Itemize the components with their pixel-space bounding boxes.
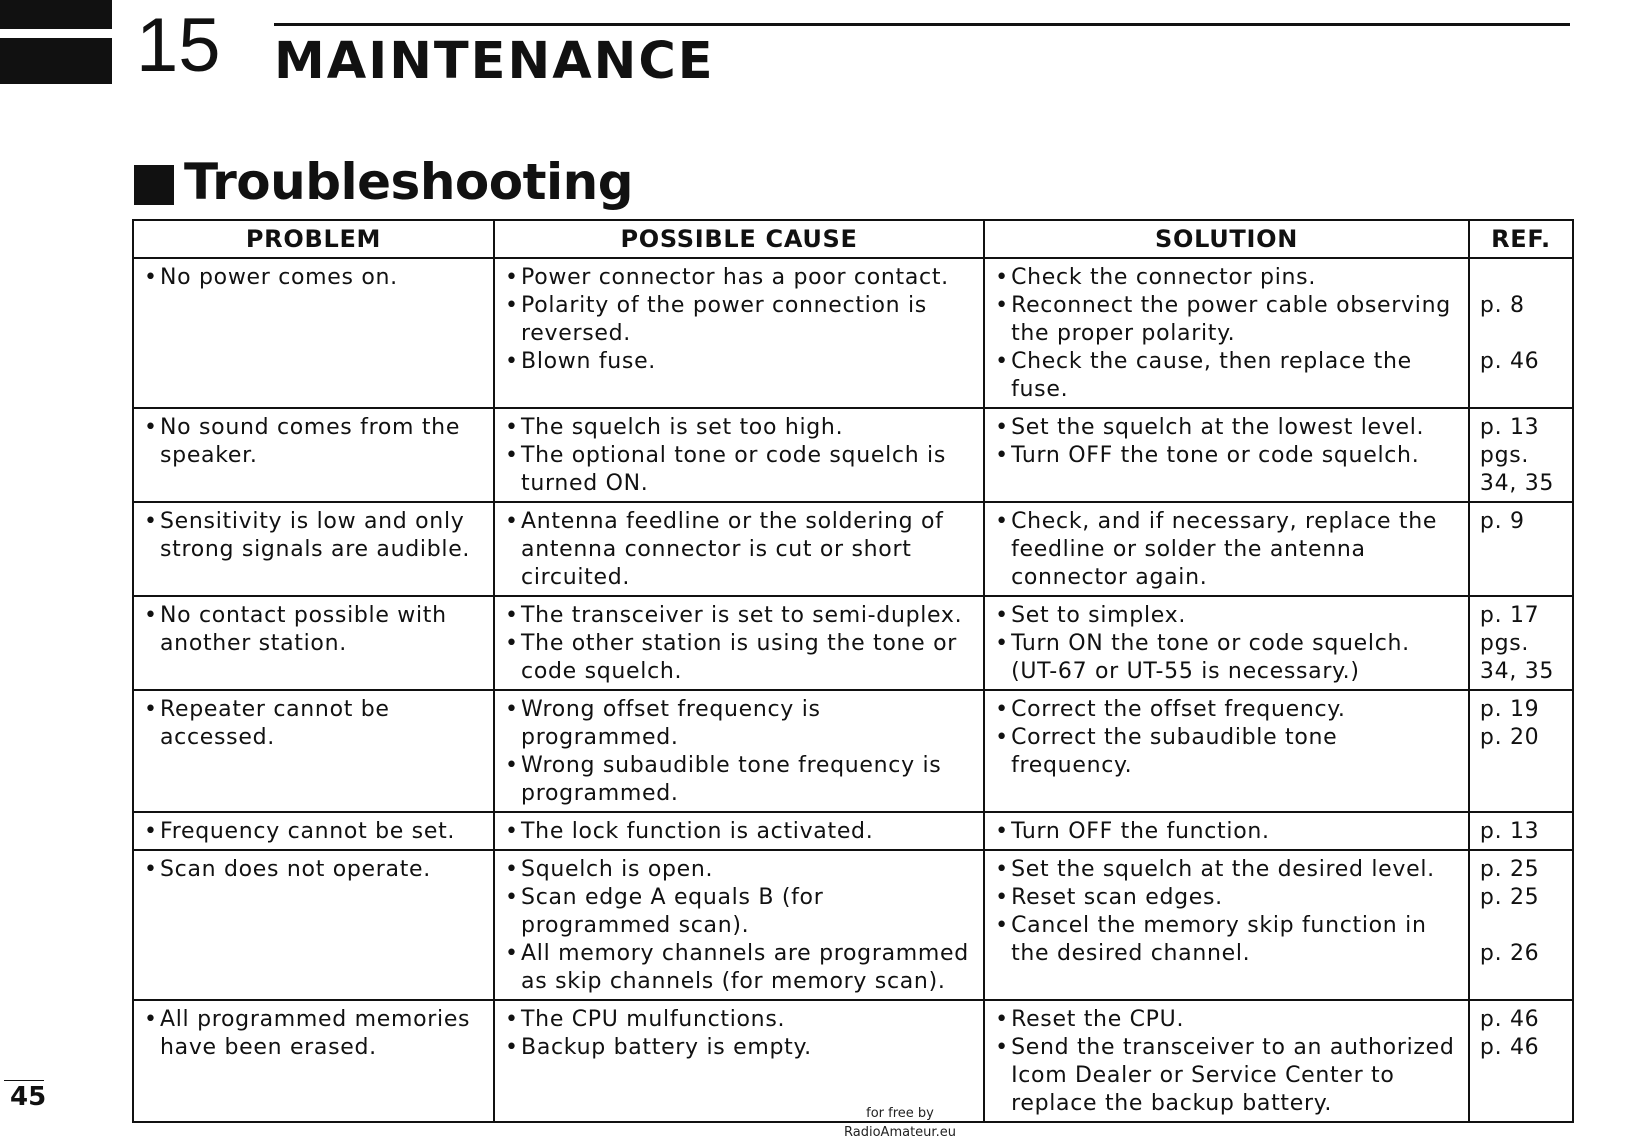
solution-item: • Check the connector pins. [995, 264, 1460, 292]
problem-cell [133, 596, 494, 690]
cause-item: • Antenna feedline or the soldering of antenna connector is cut or short circuited. [505, 508, 975, 592]
cause-item: • The optional tone or code squelch is turned ON. [505, 442, 975, 498]
ref-item: pgs. [1479, 631, 1530, 656]
column-header-solution: SOLUTION [984, 220, 1469, 258]
problem-list [144, 508, 485, 564]
ref-item: 34, 35 [1479, 659, 1555, 684]
ref-item: p. 25 [1479, 885, 1540, 910]
problem-text: • No power comes on. [144, 264, 485, 292]
solution-item: • Reconnect the power cable observing the proper polarity. [995, 292, 1460, 348]
cause-item: • The lock function is activated. [505, 818, 975, 846]
table-row [133, 408, 1573, 502]
solution-cell [984, 812, 1469, 850]
ref-cell [1469, 1000, 1573, 1122]
ref-item [1480, 320, 1564, 348]
solution-list [995, 818, 1460, 846]
ref-list [1480, 414, 1564, 498]
ref-item: p. 13 [1479, 415, 1540, 440]
table-row [133, 690, 1573, 812]
cause-list [505, 1006, 975, 1062]
solution-cell [984, 1000, 1469, 1122]
ref-list [1480, 508, 1564, 536]
column-header-problem: PROBLEM [133, 220, 494, 258]
cause-item: • All memory channels are programmed as skip channels (for memory scan). [505, 940, 975, 996]
footer-credit-line1: for free by [866, 1106, 934, 1121]
ref-list [1480, 1006, 1564, 1062]
cause-item: • The transceiver is set to semi-duplex. [505, 602, 975, 630]
problem-text: • Sensitivity is low and only strong signals are audible. [144, 508, 485, 564]
solution-item: • Set the squelch at the lowest level. [995, 414, 1460, 442]
ref-cell [1469, 258, 1573, 408]
ref-item: pgs. [1479, 443, 1530, 468]
chapter-tab-marker [0, 0, 112, 29]
solution-list [995, 856, 1460, 968]
problem-cell [133, 502, 494, 596]
cause-item: • The squelch is set too high. [505, 414, 975, 442]
ref-list [1480, 264, 1564, 376]
cause-list [505, 414, 975, 498]
solution-list [995, 1006, 1460, 1118]
problem-cell [133, 812, 494, 850]
problem-text: • Repeater cannot be accessed. [144, 696, 485, 752]
cause-item: • Wrong offset frequency is programmed. [505, 696, 975, 752]
section-title: Troubleshooting [184, 153, 634, 211]
cause-item: • The other station is using the tone or code squelch. [505, 630, 975, 686]
solution-list [995, 264, 1460, 404]
problem-list [144, 696, 485, 752]
cause-list [505, 856, 975, 996]
solution-cell [984, 408, 1469, 502]
cause-list [505, 696, 975, 808]
chapter-tab-block [0, 38, 112, 84]
problem-text: • No contact possible with another station. [144, 602, 485, 658]
page-number: 45 [10, 1082, 47, 1112]
solution-cell [984, 258, 1469, 408]
cause-cell [494, 596, 984, 690]
footer-credit [800, 1104, 1000, 1142]
table-header-row [133, 220, 1573, 258]
ref-item: p. 20 [1479, 725, 1540, 750]
table-body [133, 258, 1573, 1122]
problem-cell [133, 850, 494, 1000]
problem-list [144, 602, 485, 658]
ref-cell [1469, 408, 1573, 502]
ref-cell [1469, 502, 1573, 596]
cause-cell [494, 850, 984, 1000]
table-row [133, 258, 1573, 408]
ref-cell [1469, 690, 1573, 812]
table-row [133, 596, 1573, 690]
ref-item [1480, 912, 1564, 940]
problem-cell [133, 408, 494, 502]
cause-list [505, 602, 975, 686]
problem-list [144, 414, 485, 470]
ref-item: p. 46 [1479, 349, 1540, 374]
problem-list [144, 1006, 485, 1062]
solution-list [995, 602, 1460, 686]
troubleshooting-table [132, 219, 1574, 1123]
solution-list [995, 696, 1460, 780]
solution-item: • Correct the subaudible tone frequency. [995, 724, 1460, 780]
cause-list [505, 818, 975, 846]
cause-item: • The CPU mulfunctions. [505, 1006, 975, 1034]
table-row [133, 812, 1573, 850]
ref-item: p. 25 [1479, 857, 1540, 882]
solution-item: • Check the cause, then replace the fuse. [995, 348, 1460, 404]
column-header-ref: REF. [1469, 220, 1573, 258]
problem-cell [133, 1000, 494, 1122]
problem-cell [133, 258, 494, 408]
solution-item: • Set to simplex. [995, 602, 1460, 630]
page-number-rule [4, 1080, 44, 1081]
cause-cell [494, 258, 984, 408]
cause-cell [494, 408, 984, 502]
problem-list [144, 264, 485, 292]
ref-item: p. 13 [1479, 819, 1540, 844]
cause-item: • Polarity of the power connection is reversed. [505, 292, 975, 348]
problem-cell [133, 690, 494, 812]
ref-list [1480, 856, 1564, 968]
solution-cell [984, 850, 1469, 1000]
cause-item: • Backup battery is empty. [505, 1034, 975, 1062]
solution-item: • Turn OFF the tone or code squelch. [995, 442, 1460, 470]
solution-item: • Reset the CPU. [995, 1006, 1460, 1034]
solution-item: • Send the transceiver to an authorized Icom Dealer or Service Center to replace the backup battery. [995, 1034, 1460, 1118]
cause-cell [494, 690, 984, 812]
footer-credit-line2: RadioAmateur.eu [844, 1125, 956, 1140]
section-marker-square [134, 165, 174, 205]
solution-item: • Correct the offset frequency. [995, 696, 1460, 724]
solution-cell [984, 596, 1469, 690]
problem-list [144, 856, 485, 884]
solution-cell [984, 690, 1469, 812]
cause-item: • Squelch is open. [505, 856, 975, 884]
problem-text: • All programmed memories have been erased. [144, 1006, 485, 1062]
header-rule [274, 23, 1570, 26]
problem-text: • Scan does not operate. [144, 856, 485, 884]
ref-cell [1469, 812, 1573, 850]
chapter-title: MAINTENANCE [274, 32, 715, 91]
ref-item: p. 8 [1479, 293, 1525, 318]
ref-item: p. 46 [1479, 1007, 1540, 1032]
cause-list [505, 508, 975, 592]
ref-item [1480, 264, 1564, 292]
ref-list [1480, 696, 1564, 752]
solution-item: • Turn ON the tone or code squelch. (UT-67 or UT-55 is necessary.) [995, 630, 1460, 686]
solution-item: • Cancel the memory skip function in the desired channel. [995, 912, 1460, 968]
cause-item: • Blown fuse. [505, 348, 975, 376]
ref-item: 34, 35 [1479, 471, 1555, 496]
problem-list [144, 818, 485, 846]
cause-cell [494, 502, 984, 596]
ref-cell [1469, 850, 1573, 1000]
solution-cell [984, 502, 1469, 596]
cause-item: • Power connector has a poor contact. [505, 264, 975, 292]
solution-item: • Turn OFF the function. [995, 818, 1460, 846]
ref-item: p. 17 [1479, 603, 1540, 628]
table-row [133, 502, 1573, 596]
ref-list [1480, 818, 1564, 846]
ref-item: p. 26 [1479, 941, 1540, 966]
solution-list [995, 508, 1460, 592]
chapter-number: 15 [136, 3, 221, 88]
cause-item: • Wrong subaudible tone frequency is programmed. [505, 752, 975, 808]
ref-item: p. 19 [1479, 697, 1540, 722]
cause-list [505, 264, 975, 376]
solution-item: • Reset scan edges. [995, 884, 1460, 912]
ref-list [1480, 602, 1564, 686]
ref-item: p. 9 [1479, 509, 1525, 534]
solution-item: • Check, and if necessary, replace the feedline or solder the antenna connector again. [995, 508, 1460, 592]
ref-item: p. 46 [1479, 1035, 1540, 1060]
table-row [133, 850, 1573, 1000]
column-header-cause: POSSIBLE CAUSE [494, 220, 984, 258]
cause-item: • Scan edge A equals B (for programmed scan). [505, 884, 975, 940]
solution-item: • Set the squelch at the desired level. [995, 856, 1460, 884]
ref-cell [1469, 596, 1573, 690]
problem-text: • Frequency cannot be set. [144, 818, 485, 846]
problem-text: • No sound comes from the speaker. [144, 414, 485, 470]
cause-cell [494, 812, 984, 850]
solution-list [995, 414, 1460, 470]
